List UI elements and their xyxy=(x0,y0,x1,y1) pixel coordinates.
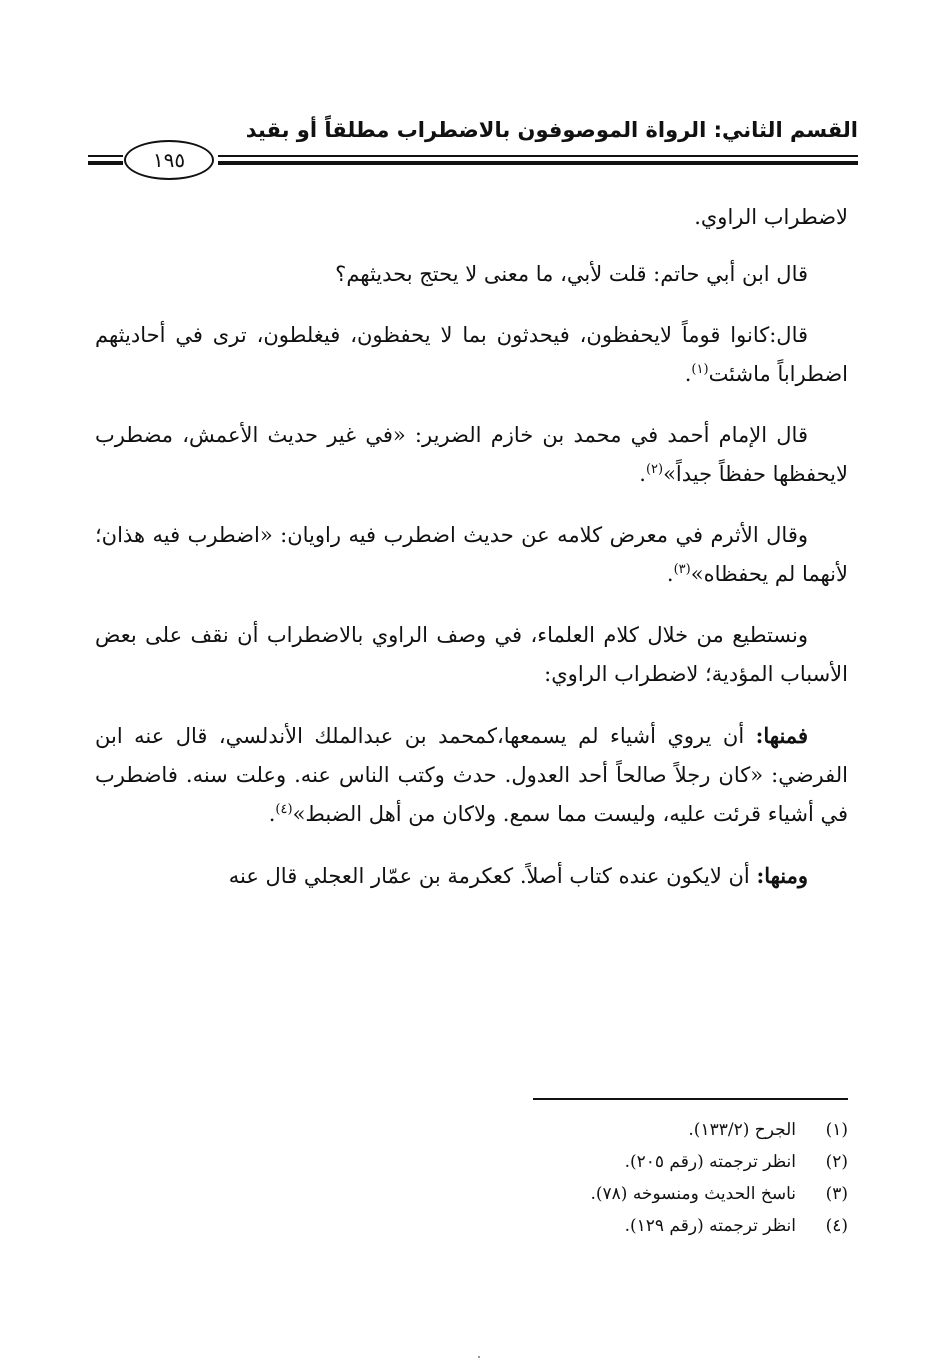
footnote-number: (١) xyxy=(825,1120,848,1140)
body-text xyxy=(95,198,848,918)
footnote-separator xyxy=(533,1098,848,1100)
header-rule-thin-left xyxy=(88,155,123,157)
running-title: القسم الثاني: الرواة الموصوفون بالاضطراب مطلقاً أو بقيد xyxy=(245,118,858,142)
footnote-item xyxy=(348,1114,848,1146)
footnote-number: (٤) xyxy=(825,1216,848,1236)
period: . xyxy=(684,362,692,386)
paragraph-lead: فمنها: xyxy=(755,723,808,748)
paragraph: لاضطراب الراوي. xyxy=(694,205,848,229)
header-rule-thick-left xyxy=(88,161,123,165)
paragraph-text: أن لايكون عنده كتاب أصلاً. كعكرمة بن عمّار العجلي قال عنه xyxy=(228,864,757,888)
paragraph xyxy=(95,856,848,896)
paragraph-text: وقال الأثرم في معرض كلامه عن حديث اضطرب فيه راويان: «اضطرب فيه هذان؛ لأنهما لم يحفظاه» xyxy=(95,523,848,586)
footnote-text: انظر ترجمته (رقم ١٢٩). xyxy=(624,1216,796,1236)
period: . xyxy=(639,462,646,486)
paragraph xyxy=(95,716,848,834)
period: . xyxy=(268,802,276,826)
footnote-number: (٢) xyxy=(825,1152,848,1172)
paragraph: قال ابن أبي حاتم: قلت لأبي، ما معنى لا يحتج بحديثهم؟ xyxy=(335,262,808,286)
paragraph-text: قال الإمام أحمد في محمد بن خازم الضرير: «في غير حديث الأعمش، مضطرب لايحفظها حفظاً جيداً» xyxy=(95,423,848,486)
page-number xyxy=(124,140,214,180)
period: . xyxy=(666,562,674,586)
footnotes xyxy=(348,1114,848,1242)
header-rule-thin xyxy=(218,155,858,157)
paragraph xyxy=(95,516,848,594)
page-number-text: ١٩٥ xyxy=(152,148,186,172)
footnote-item xyxy=(348,1178,848,1210)
footnote-ref: (٤) xyxy=(275,802,293,817)
paragraph-lead: ومنها: xyxy=(756,863,808,888)
footnote-text: الجرح (١٣٣/٢). xyxy=(688,1120,796,1140)
footnote-text: ناسخ الحديث ومنسوخه (٧٨). xyxy=(590,1184,796,1204)
header-rule-thick xyxy=(218,161,858,165)
footnote-number: (٣) xyxy=(825,1184,848,1204)
paragraph-text: قال:كانوا قوماً لايحفظون، فيحدثون بما لا يحفظون، فيغلطون، ترى في أحاديثهم اضطراباً ماشئت xyxy=(95,323,848,386)
footnote-ref: (٣) xyxy=(673,562,691,577)
footnote-item xyxy=(348,1146,848,1178)
footnote-item xyxy=(348,1210,848,1242)
paragraph xyxy=(95,416,848,494)
paragraph: ونستطيع من خلال كلام العلماء، في وصف الراوي بالاضطراب أن نقف على بعض الأسباب المؤدية؛ لاضطراب الراوي: xyxy=(95,623,848,686)
footnote-text: انظر ترجمته (رقم ٢٠٥). xyxy=(624,1152,796,1172)
paragraph xyxy=(95,316,848,394)
paragraph-text: أن يروي أشياء لم يسمعها،كمحمد بن عبدالملك الأندلسي، قال عنه ابن الفرضي: «كان رجلاً صالحاً أحد العدول. حدث وكتب الناس عنه. وعلت سنه. فاضطرب في أشياء قرئت عليه، وليست مما سمع. ولاكان من أهل الضبط» xyxy=(95,724,848,826)
footnote-ref: (٢) xyxy=(645,462,664,477)
scan-speck xyxy=(478,1356,480,1358)
page-header xyxy=(88,112,858,192)
footnote-ref: (١) xyxy=(691,362,709,377)
